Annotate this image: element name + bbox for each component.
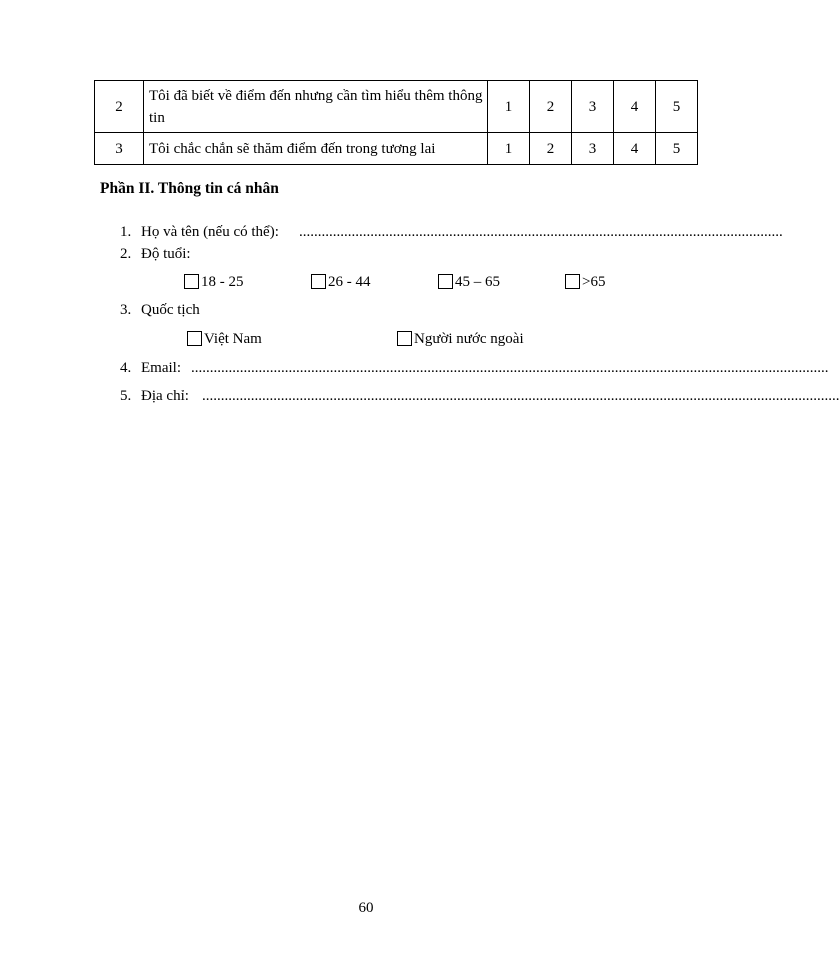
table-row [95,133,698,165]
option-label: Người nước ngoài [414,331,524,347]
score-cell: 1 [488,133,530,165]
item-index: 5. [120,388,132,404]
section-title: Phần II. Thông tin cá nhân [100,180,279,197]
checkbox[interactable] [311,274,326,289]
name-item [120,221,279,243]
checkbox[interactable] [438,274,453,289]
nationality-item [120,299,200,321]
age-option-45-65[interactable] [438,272,500,292]
checkbox[interactable] [184,274,199,289]
checkbox[interactable] [565,274,580,289]
row-number: 2 [95,81,144,133]
item-index: 1. [120,224,132,240]
age-item [120,243,191,265]
score-cell: 2 [530,81,572,133]
nationality-option-vietnam[interactable] [187,329,262,349]
score-cell: 4 [614,81,656,133]
age-option-26-44[interactable] [311,272,371,292]
age-option-18-25[interactable] [184,272,244,292]
score-cell: 4 [614,133,656,165]
row-number: 3 [95,133,144,165]
row-statement: Tôi đã biết về điểm đến nhưng cần tìm hiểu thêm thông tin [144,81,488,133]
score-cell: 2 [530,133,572,165]
option-label: >65 [582,274,606,290]
score-cell: 3 [572,133,614,165]
score-cell: 1 [488,81,530,133]
option-label: 26 - 44 [328,274,371,290]
checkbox[interactable] [187,331,202,346]
page-number: 60 [358,900,374,916]
table-row [95,81,698,133]
address-field[interactable]: .......................................................................................................................................................................... [202,388,840,404]
age-option-over-65[interactable] [565,272,605,292]
nationality-option-foreigner[interactable] [397,329,524,349]
email-label: Email: [141,360,181,376]
row-statement: Tôi chắc chắn sẽ thăm điểm đến trong tương lai [144,133,488,165]
item-index: 4. [120,360,132,376]
email-field[interactable]: .......................................................................................................................................................................... [191,360,829,376]
score-cell: 5 [656,81,698,133]
score-cell: 3 [572,81,614,133]
option-label: 45 – 65 [455,274,500,290]
name-field[interactable]: ................................................................................................................................. [299,224,783,240]
item-index: 2. [120,246,132,262]
option-label: Việt Nam [204,331,262,347]
nationality-label: Quốc tịch [141,302,200,318]
checkbox[interactable] [397,331,412,346]
address-label: Địa chỉ: [141,388,189,404]
email-item [120,357,181,379]
option-label: 18 - 25 [201,274,244,290]
survey-table [94,80,698,165]
item-index: 3. [120,302,132,318]
age-label: Độ tuổi: [141,246,191,262]
address-item [120,385,189,407]
name-label: Họ và tên (nếu có thể): [141,224,279,240]
score-cell: 5 [656,133,698,165]
